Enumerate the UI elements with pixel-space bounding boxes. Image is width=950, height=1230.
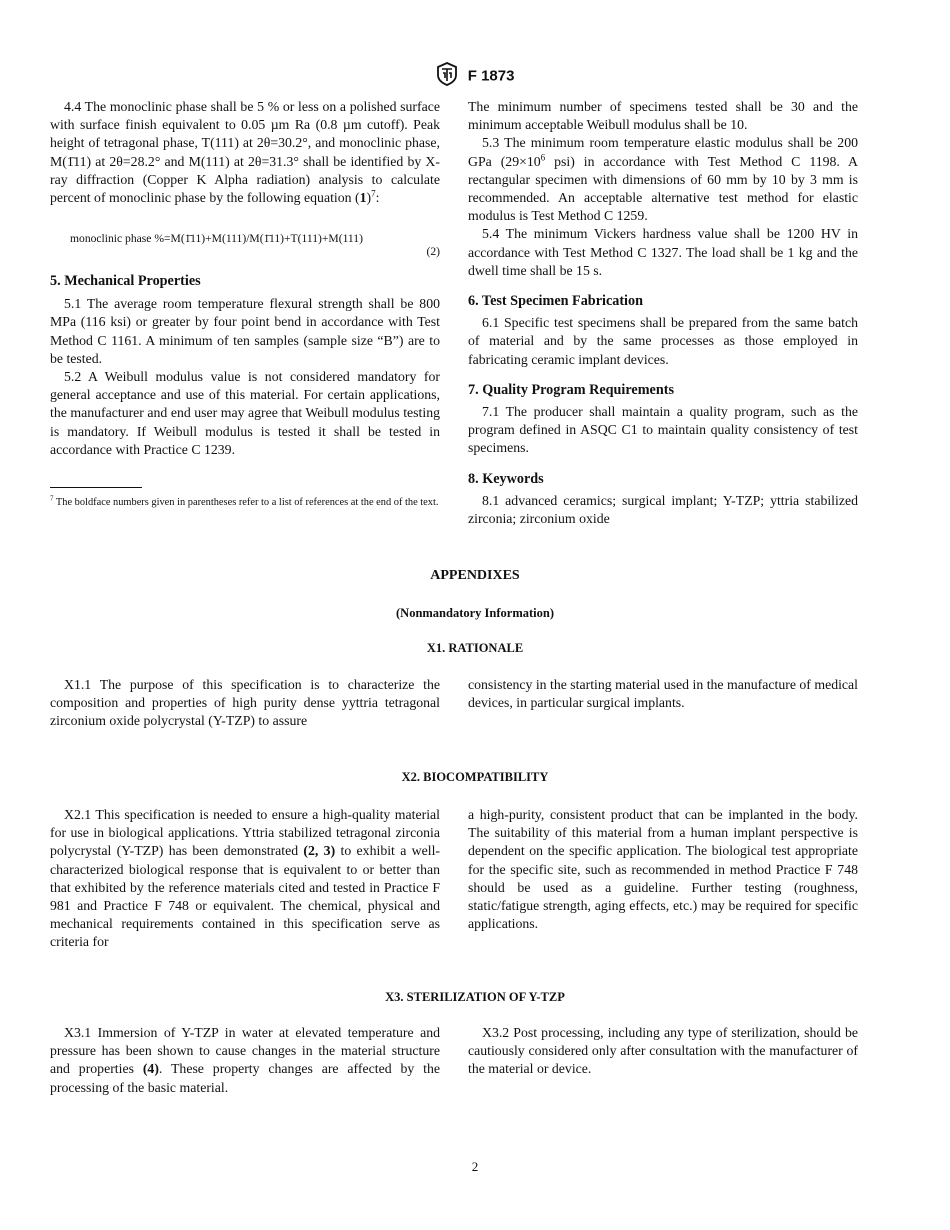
equation-2 xyxy=(70,230,440,258)
left-column-top xyxy=(50,98,440,207)
x3-left xyxy=(50,1024,440,1097)
x1-left xyxy=(50,676,440,731)
appendixes-subtitle: (Nonmandatory Information) xyxy=(396,606,554,620)
x3-title: X3. STERILIZATION OF Y-TZP xyxy=(385,990,565,1004)
paragraph-6-1: 6.1 Specific test specimens shall be prepared from the same batch of material and by the same processes as those employed in fabricating ceramic implant devices. xyxy=(468,315,858,367)
paragraph-5-2: 5.2 A Weibull modulus value is not considered mandatory for general acceptance and use of this material. For certain applications, the manufacturer and end user may agree that Weibull modulus testing is mandatory. If Weibull modulus is tested it shall be tested in accordance with Practice C 1239. xyxy=(50,369,440,457)
paragraph-x2-1: X2.1 This specification is needed to ensure a high-quality material for use in biological applications. Yttria stabilized tetragonal zirconia polycrystal (Y-TZP) has been demonstrated (2, 3) to exhibit a well-characterized biological response that is equivalent to or better than that exhibited by the reference materials cited and tested in Practice F 981 and Practice F 748 or equivalent. The chemical, physical and mechanical requirements contained in this specification serve as criteria for xyxy=(50,807,440,950)
paragraph-8-1: 8.1 advanced ceramics; surgical implant; Y-TZP; yttria stabilized zirconia; zirconium oxide xyxy=(468,492,858,527)
paragraph-x3-1: X3.1 Immersion of Y-TZP in water at elevated temperature and pressure has been shown to cause changes in the material structure and properties (4). These property changes are affected by the processing of the basic material. xyxy=(50,1025,440,1095)
section-6-title: 6. Test Specimen Fabrication xyxy=(468,293,643,310)
footnote-rule xyxy=(50,487,142,488)
x1-title: X1. RATIONALE xyxy=(426,641,524,655)
section-5-title: 5. Mechanical Properties xyxy=(50,273,201,289)
section-7-title: 7. Quality Program Requirements xyxy=(468,381,674,398)
paragraph-5-4: 5.4 The minimum Vickers hardness value shall be 1200 HV in accordance with Test Method C 1327. The load shall be 1 kg and the dwell time shall be 15 s. xyxy=(468,226,858,278)
paragraph-5-2-continued: The minimum number of specimens tested shall be 30 and the minimum acceptable Weibull modulus shall be 10. xyxy=(468,99,858,133)
equation-text: monoclinic phase %=M(1̄11)+M(111)/M(1̄11)+T(111)+M(111) xyxy=(70,232,363,245)
paragraph-7-1: 7.1 The producer shall maintain a quality program, such as the program defined in ASQC C1 to maintain quality consistency of test specimens. xyxy=(468,404,858,456)
section-8-title: 8. Keywords xyxy=(468,470,544,487)
astm-logo-icon xyxy=(436,62,458,91)
paragraph-x2-1-continued: a high-purity, consistent product that can be implanted in the body. The suitability of this material from a human implant perspective is dependent on the specific application. The biological test appropriate for the specific site, such as recommended in method Practice F 748 should be used as a guideline. Further testing (roughness, static/fatigue strength, aging effects, etc.) may be required for specific applications. xyxy=(468,807,858,932)
x3-right xyxy=(468,1024,858,1079)
footnote-7: $^7$ The boldface numbers given in parentheses refer to a list of references at the end of the text. xyxy=(50,494,439,508)
page-header xyxy=(0,62,950,91)
appendixes-title: APPENDIXES xyxy=(430,568,520,583)
paragraph-5-1: 5.1 The average room temperature flexural strength shall be 800 MPa (116 ksi) or greater by four point bend in accordance with Test Method C 1161. A minimum of ten samples (sample size “B”) are to be tested. xyxy=(50,296,440,366)
paragraph-4-4: 4.4 The monoclinic phase shall be 5 % or less on a polished surface with surface finish equivalent to 0.05 µm Ra (0.8 µm cutoff). Peak height of tetragonal phase, T(111) at 2θ=30.2°, and monoclinic phase, M(1̄11) at 2θ=28.2° and M(111) at 2θ=31.3° shall be identified by X-ray diffraction (Copper K Alpha radiation) analysis to calculate percent of monoclinic phase by the following equation $(1)^7$: xyxy=(50,99,440,206)
x2-left xyxy=(50,806,440,952)
paragraph-5-3: 5.3 The minimum room temperature elastic modulus shall be 200 GPa ($29\times 10^6$ psi) in accordance with Test Method C 1198. A rectangular specimen with dimensions of 60 mm by 10 by 3 mm is recommended. An acceptable alternative test method for elastic modulus is Test Method C 1259. xyxy=(468,135,858,224)
paragraph-x1-1-continued: consistency in the starting material used in the manufacture of medical devices, in particular surgical implants. xyxy=(468,677,859,711)
standard-designation: F 1873 xyxy=(467,67,515,85)
x2-right xyxy=(468,806,858,933)
right-column-top xyxy=(468,98,858,528)
section-5 xyxy=(50,272,440,459)
paragraph-x3-2: X3.2 Post processing, including any type of sterilization, should be cautiously considered only after consultation with the manufacturer of the material or device. xyxy=(468,1025,858,1077)
equation-number: (2) xyxy=(426,245,440,258)
paragraph-x1-1: X1.1 The purpose of this specification is to characterize the composition and properties of high purity dense yyttria tetragonal zirconium oxide polycrystal (Y-TZP) to assure xyxy=(50,677,440,729)
x1-right xyxy=(468,676,858,712)
page-number: 2 xyxy=(471,1159,479,1174)
x2-title: X2. BIOCOMPATIBILITY xyxy=(401,770,549,784)
